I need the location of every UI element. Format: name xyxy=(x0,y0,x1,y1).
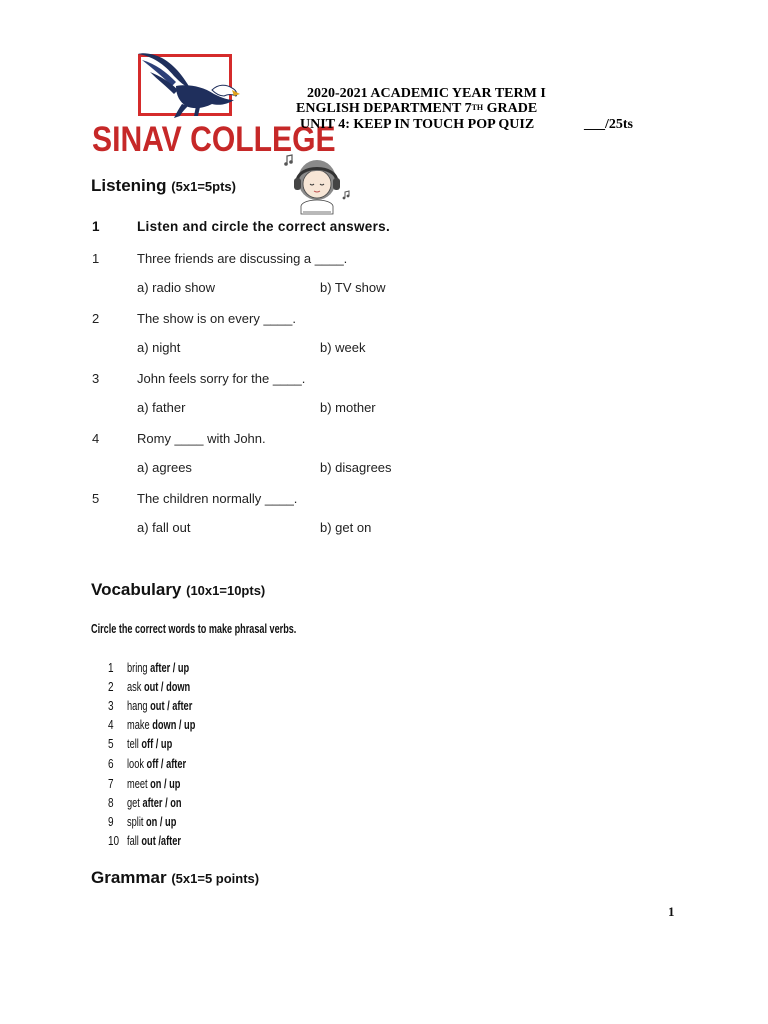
question-number: 1 xyxy=(92,251,100,266)
item-verb: look xyxy=(127,757,144,771)
header-score: ___/25ts xyxy=(584,117,633,132)
question-number: 2 xyxy=(92,311,100,326)
item-number: 10 xyxy=(108,834,120,848)
option-b[interactable]: b) TV show xyxy=(320,280,386,295)
option-b[interactable]: b) get on xyxy=(320,520,372,535)
item-verb: split xyxy=(127,815,144,829)
item-verb: fall xyxy=(127,834,139,848)
item-choices[interactable]: after / on xyxy=(142,796,182,810)
grammar-heading xyxy=(91,868,259,888)
item-number: 4 xyxy=(108,718,114,732)
item-number: 5 xyxy=(108,737,114,751)
question-text: Three friends are discussing a ____. xyxy=(137,251,348,266)
item-choices[interactable]: out / after xyxy=(150,699,193,713)
college-logo xyxy=(92,54,336,160)
item-number: 3 xyxy=(108,699,114,713)
question-text: The children normally ____. xyxy=(137,491,298,506)
item-verb: ask xyxy=(127,680,142,694)
question-number: 5 xyxy=(92,491,100,506)
eagle-icon xyxy=(132,50,240,120)
header-grade-superscript: TH xyxy=(471,103,484,112)
item-choices[interactable]: off / after xyxy=(146,757,187,771)
vocabulary-heading xyxy=(91,580,265,600)
logo-text-college: COLLEGE xyxy=(190,120,336,159)
option-a[interactable]: a) radio show xyxy=(137,280,216,295)
grammar-title: Grammar xyxy=(91,868,167,887)
question-text: John feels sorry for the ____. xyxy=(137,371,306,386)
item-choices[interactable]: out /after xyxy=(141,834,181,848)
header-grade-text: GRADE xyxy=(483,101,538,116)
item-choices[interactable]: out / down xyxy=(143,680,191,694)
header-department xyxy=(296,101,537,117)
option-a[interactable]: a) agrees xyxy=(137,460,192,475)
item-choices[interactable]: down / up xyxy=(152,718,196,732)
item-number: 2 xyxy=(108,680,114,694)
logo-text-sinav: SINAV xyxy=(92,120,182,159)
listening-points: (5x1=5pts) xyxy=(171,179,236,194)
page-number: 1 xyxy=(668,904,675,919)
header-year: 2020-2021 ACADEMIC YEAR TERM I xyxy=(307,86,546,101)
item-choices[interactable]: off / up xyxy=(141,737,173,751)
question-text: Romy ____ with John. xyxy=(137,431,266,446)
listening-heading xyxy=(91,176,236,196)
item-verb: bring xyxy=(127,661,148,675)
girl-with-headphones-icon xyxy=(283,154,353,218)
option-a[interactable]: a) night xyxy=(137,340,181,355)
item-number: 6 xyxy=(108,757,114,771)
option-b[interactable]: b) disagrees xyxy=(320,460,392,475)
item-choices[interactable]: after / up xyxy=(150,661,190,675)
item-choices[interactable]: on / up xyxy=(146,815,177,829)
option-a[interactable]: a) father xyxy=(137,400,186,415)
listening-title: Listening xyxy=(91,176,167,195)
question-text: The show is on every ____. xyxy=(137,311,296,326)
item-verb: hang xyxy=(127,699,148,713)
option-a[interactable]: a) fall out xyxy=(137,520,191,535)
item-choices[interactable]: on / up xyxy=(150,777,181,791)
item-number: 9 xyxy=(108,815,114,829)
option-b[interactable]: b) mother xyxy=(320,400,376,415)
listening-task-instruction: Listen and circle the correct answers. xyxy=(137,219,390,234)
item-verb: make xyxy=(127,718,150,732)
header-unit: UNIT 4: KEEP IN TOUCH POP QUIZ xyxy=(300,117,535,132)
item-verb: meet xyxy=(127,777,148,791)
header-department-text: ENGLISH DEPARTMENT 7 xyxy=(296,101,472,116)
vocabulary-instruction: Circle the correct words to make phrasal verbs. xyxy=(91,621,297,636)
option-b[interactable]: b) week xyxy=(320,340,366,355)
grammar-points: (5x1=5 points) xyxy=(171,871,260,886)
logo-wordmark xyxy=(92,120,336,160)
question-number: 3 xyxy=(92,371,100,386)
item-number: 1 xyxy=(108,661,114,675)
item-verb: get xyxy=(127,796,140,810)
item-number: 7 xyxy=(108,777,114,791)
question-number: 4 xyxy=(92,431,100,446)
item-number: 8 xyxy=(108,796,114,810)
listening-task-number: 1 xyxy=(92,219,100,234)
item-verb: tell xyxy=(127,737,139,751)
vocabulary-points: (10x1=10pts) xyxy=(186,583,266,598)
vocabulary-title: Vocabulary xyxy=(91,580,182,599)
